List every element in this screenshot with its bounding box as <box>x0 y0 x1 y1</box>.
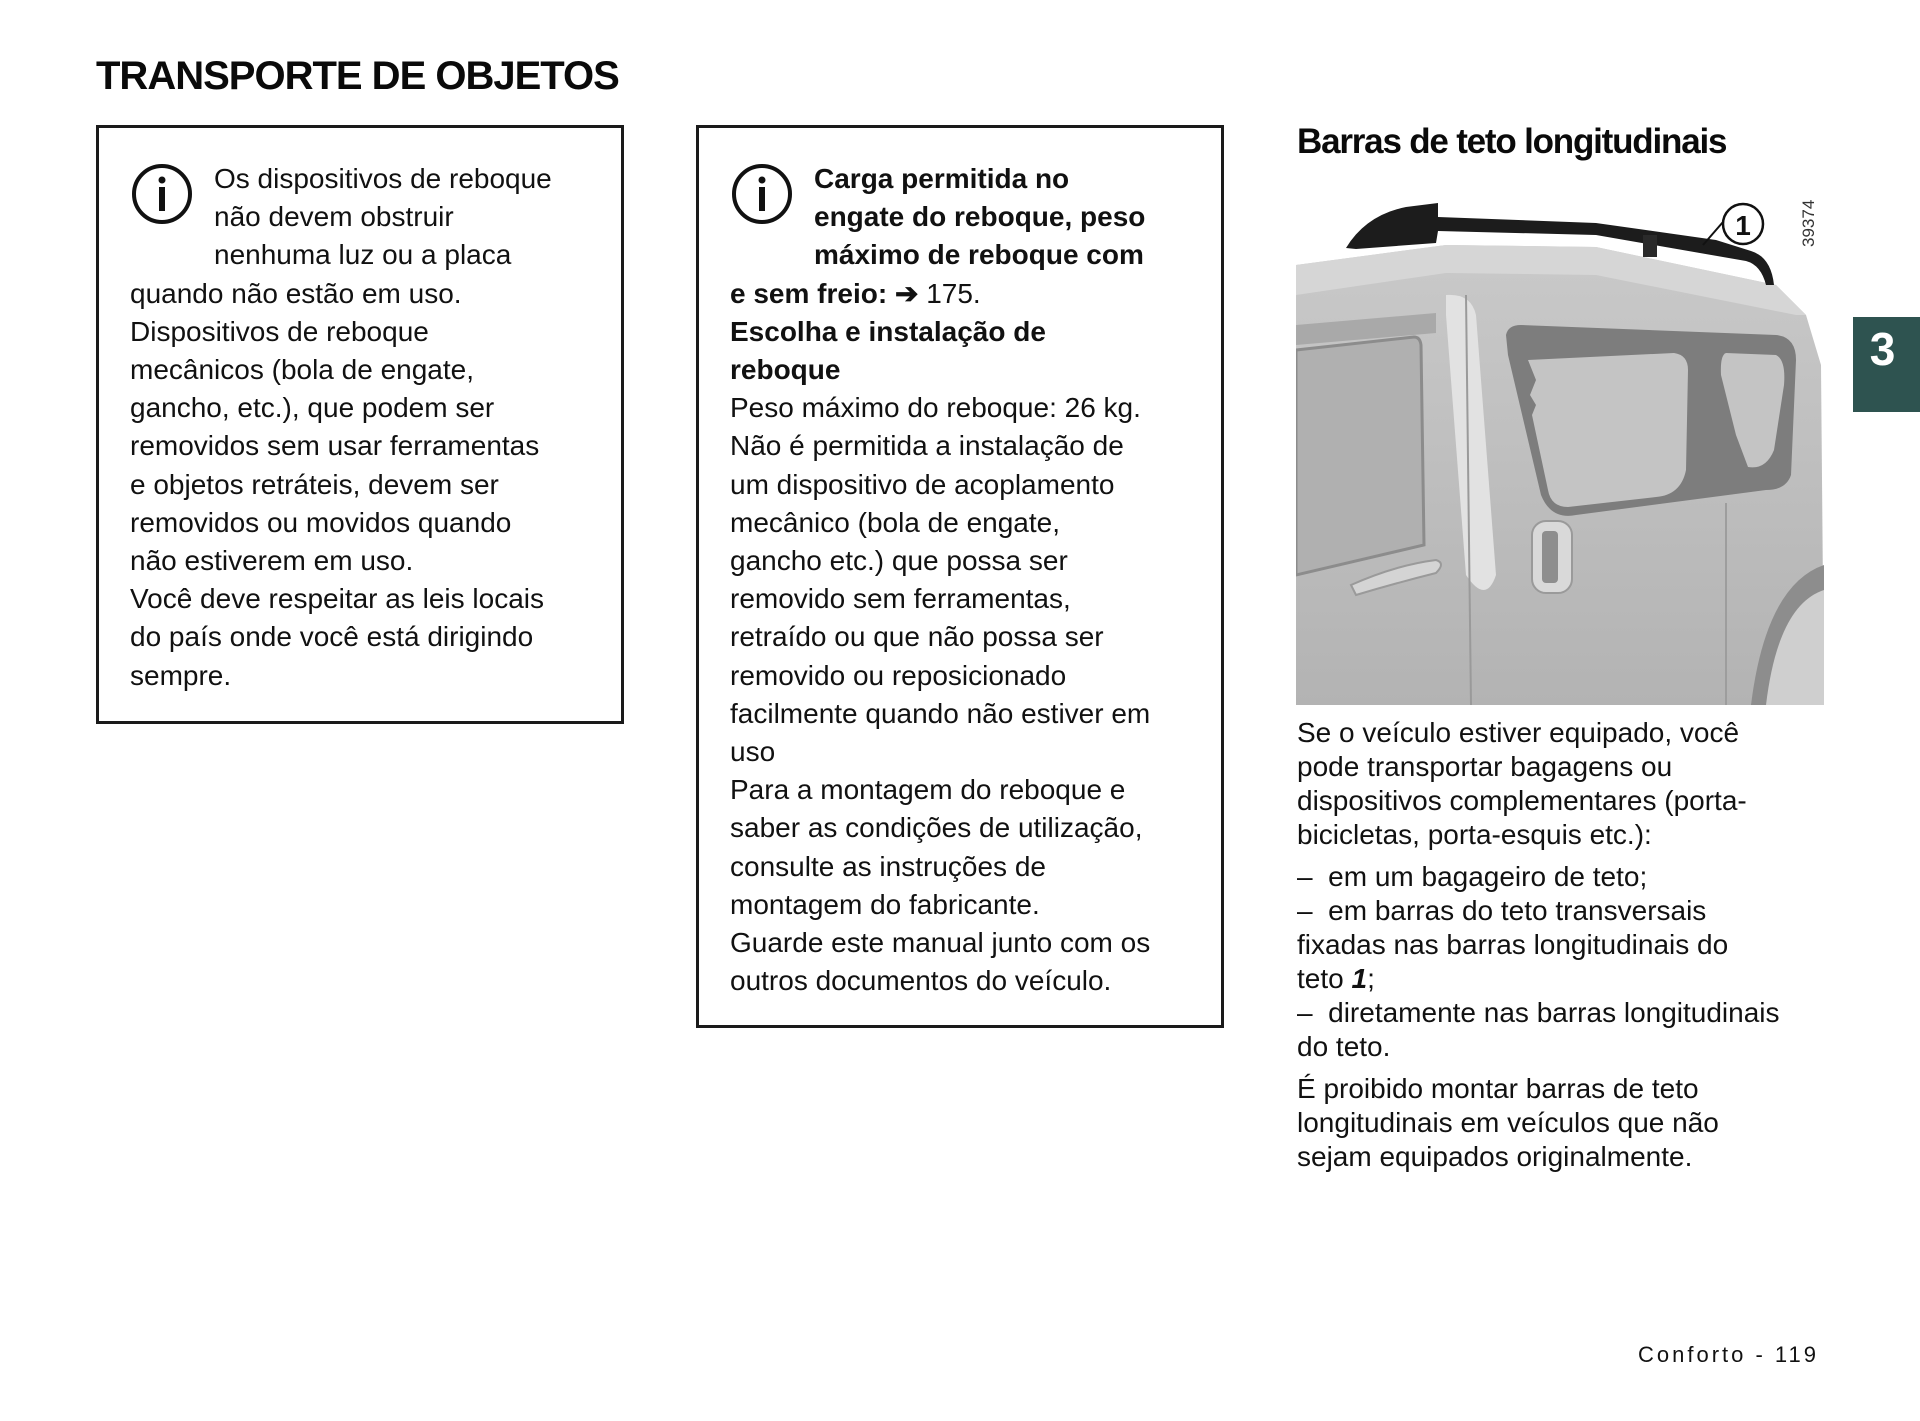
callout-label: 1 <box>1735 210 1751 241</box>
body-line: dispositivos complementares (porta- <box>1297 785 1747 816</box>
note-line: consulte as instruções de <box>730 850 1046 882</box>
list-item-text: do teto. <box>1297 1031 1391 1062</box>
body-line: pode transportar bagagens ou <box>1297 751 1673 782</box>
note-line: não estiverem em uso. <box>130 545 414 577</box>
body-line: sejam equipados originalmente. <box>1297 1141 1693 1172</box>
note-line: gancho etc.) que possa ser <box>730 545 1068 577</box>
list-item-text: diretamente nas barras longitudinais <box>1328 997 1780 1028</box>
note-line: uso <box>730 736 776 768</box>
list-item-text: fixadas nas barras longitudinais do <box>1297 929 1729 960</box>
list-item <box>1297 860 1837 894</box>
note-line: saber as condições de utilização, <box>730 812 1143 844</box>
chapter-tab[interactable]: 3 <box>1853 317 1920 412</box>
note-line: mecânico (bola de engate, <box>730 506 1060 538</box>
page-reference-arrow-icon: ➔ <box>894 277 919 309</box>
roof-bars-illustration <box>1296 185 1836 707</box>
note-line: facilmente quando não estiver em <box>730 697 1151 729</box>
list-item-text: em barras do teto transversais <box>1328 895 1707 926</box>
list-item-text: teto <box>1297 963 1352 994</box>
note-heading-line: e sem freio: <box>730 277 888 309</box>
note-line: um dispositivo de acoplamento <box>730 468 1115 500</box>
mounting-options-list <box>1297 860 1837 1064</box>
page-title: TRANSPORTE DE OBJETOS <box>96 54 619 98</box>
body-line: É proibido montar barras de teto <box>1297 1073 1699 1104</box>
roof-bars-body <box>1297 716 1837 1182</box>
note-line: do país onde você está dirigindo <box>130 621 534 653</box>
note-text <box>730 160 1201 1000</box>
section-heading-roof-bars: Barras de teto longitudinais <box>1297 122 1727 161</box>
callout-reference: 1 <box>1351 963 1368 994</box>
note-line: Dispositivos de reboque <box>130 315 429 347</box>
note-line: removidos sem usar ferramentas <box>130 430 540 462</box>
note-heading-line: Carga permitida no <box>814 163 1070 194</box>
note-line: mecânicos (bola de engate, <box>130 354 474 386</box>
dash-bullet: – <box>1297 895 1313 926</box>
punctuation: ; <box>1367 963 1375 994</box>
note-line: outros documentos do veículo. <box>730 965 1112 997</box>
note-line: e objetos retráteis, devem ser <box>130 468 499 500</box>
note-line: montagem do fabricante. <box>730 888 1040 920</box>
note-heading-line: máximo de reboque com <box>814 239 1144 271</box>
note-subheading-line: reboque <box>730 354 841 386</box>
body-line: Se o veículo estiver equipado, você <box>1297 717 1740 748</box>
note-line: removido sem ferramentas, <box>730 583 1071 615</box>
page-reference-link[interactable]: 175 <box>926 277 973 309</box>
info-note-towing-devices <box>96 125 624 724</box>
info-note-towing-load <box>696 125 1224 1028</box>
note-line: sempre. <box>130 659 232 691</box>
punctuation: . <box>972 277 981 309</box>
note-line: Peso máximo do reboque: 26 kg. <box>730 392 1141 424</box>
note-subheading-line: Escolha e instalação de <box>730 315 1046 347</box>
vehicle-illustration <box>1296 185 1836 707</box>
note-line: Não é permitida a instalação de <box>730 430 1124 462</box>
note-text <box>130 160 601 695</box>
list-item <box>1297 894 1837 996</box>
body-line: longitudinais em veículos que não <box>1297 1107 1719 1138</box>
note-line: Para a montagem do reboque e <box>730 774 1126 806</box>
list-item <box>1297 996 1837 1064</box>
note-heading-line: engate do reboque, peso <box>814 201 1146 233</box>
note-line: removidos ou movidos quando <box>130 506 512 538</box>
note-line: Você deve respeitar as leis locais <box>130 583 544 615</box>
note-line: gancho, etc.), que podem ser <box>130 392 495 424</box>
note-line: quando não estão em uso. <box>130 277 462 309</box>
dash-bullet: – <box>1297 861 1313 892</box>
note-line: não devem obstruir <box>214 201 454 233</box>
note-line: Os dispositivos de reboque <box>214 163 552 194</box>
warning-paragraph <box>1297 1072 1837 1174</box>
note-line: Guarde este manual junto com os <box>730 927 1151 959</box>
note-line: retraído ou que não possa ser <box>730 621 1104 653</box>
body-line: bicicletas, porta-esquis etc.): <box>1297 819 1652 850</box>
list-item-text: em um bagageiro de teto; <box>1328 861 1648 892</box>
note-line: removido ou reposicionado <box>730 659 1067 691</box>
page-footer: Conforto - 119 <box>1638 1342 1820 1367</box>
note-line: nenhuma luz ou a placa <box>214 239 512 271</box>
dash-bullet: – <box>1297 997 1313 1028</box>
figure-id: 39374 <box>1799 199 1818 247</box>
